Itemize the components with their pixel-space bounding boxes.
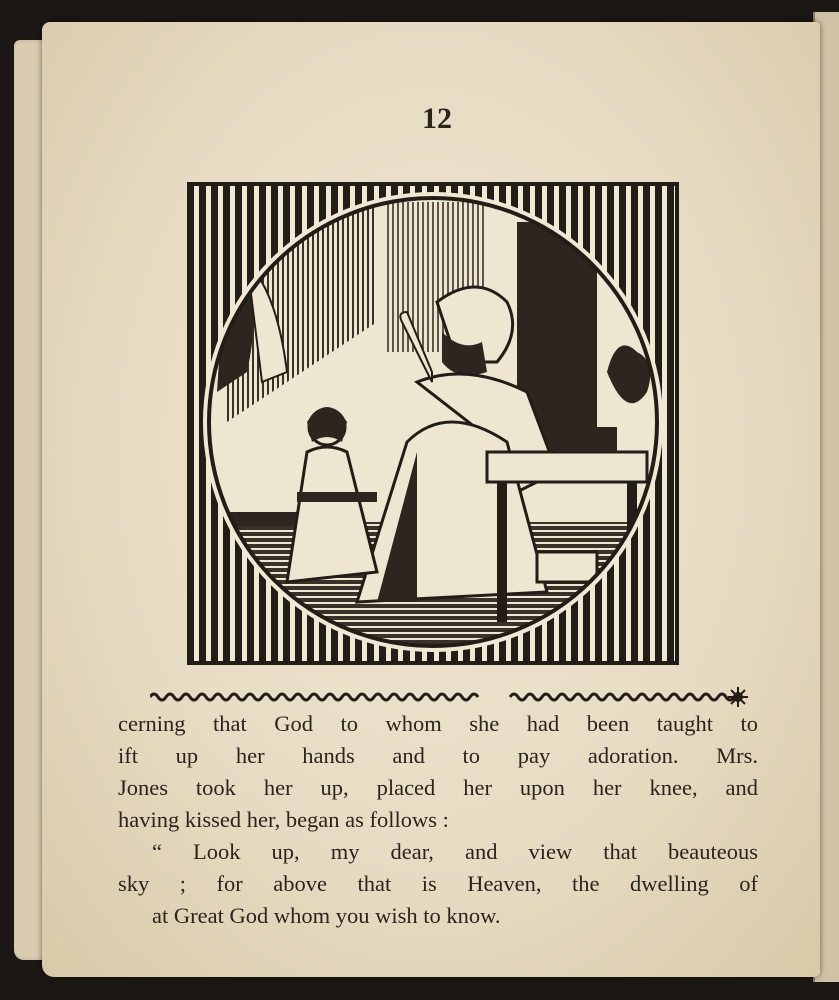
text-line: cerning that God to whom she had been taught to (118, 711, 758, 736)
text-line: at Great God whom you wish to know. (152, 903, 501, 928)
text-line: “ Look up, my dear, and view that beauteous (152, 839, 758, 864)
body-text (118, 708, 758, 932)
ornamental-rule (150, 686, 750, 708)
woodcut-illustration-icon (187, 182, 679, 665)
text-line: ift up her hands and to pay adoration. Mrs. (118, 743, 758, 768)
book-page (42, 22, 820, 977)
text-line: sky ; for above that is Heaven, the dwelling of (118, 871, 758, 896)
page-number: 12 (422, 102, 452, 135)
text-line: Jones took her up, placed her upon her knee, and (118, 775, 758, 800)
text-line: having kissed her, began as follows : (118, 807, 449, 832)
